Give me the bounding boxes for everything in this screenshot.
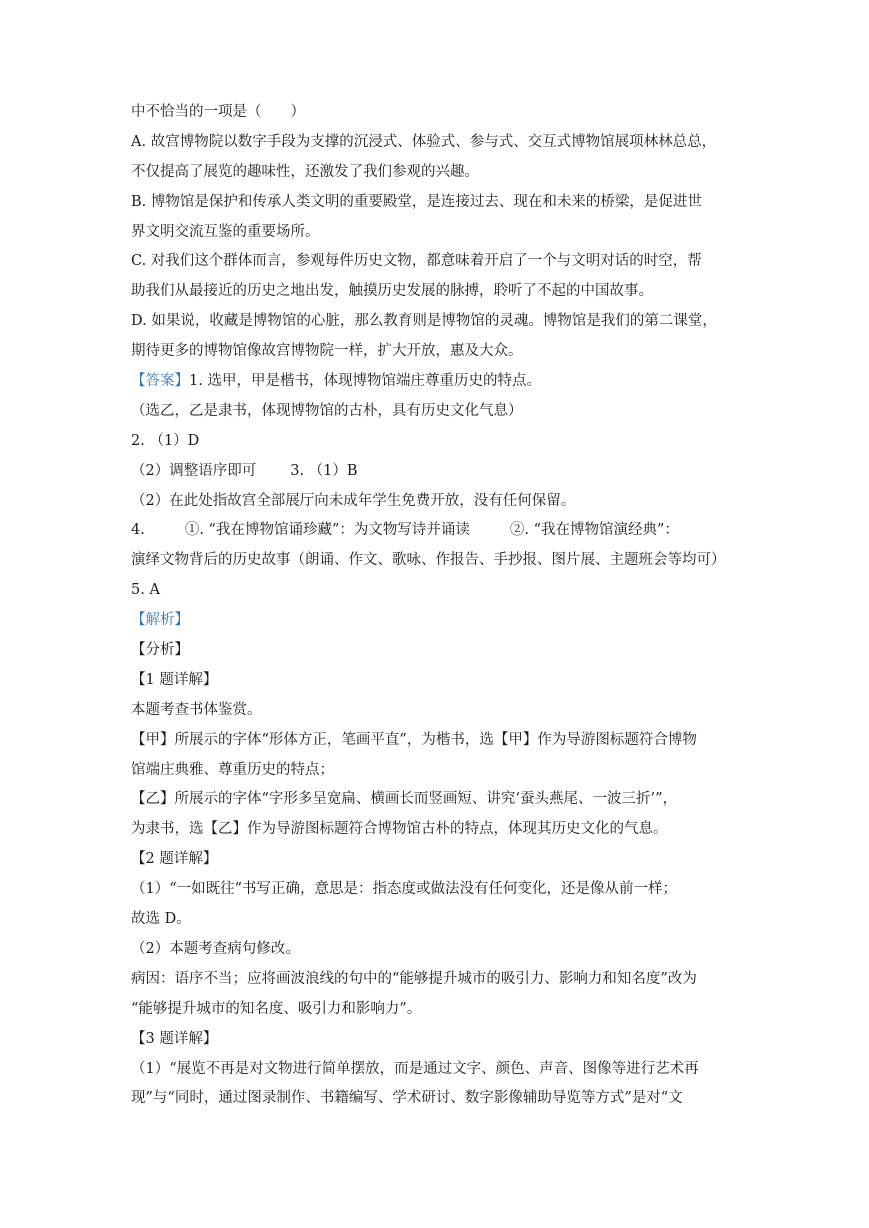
analysis-tag: 【解析】: [131, 612, 189, 629]
answer-5: 5. A: [131, 582, 160, 599]
answer-4-continued: 演绎文物背后的历史故事（朗诵、作文、歌咏、作报告、手抄报、图片展、主题班会等均可）: [131, 552, 726, 569]
option-a-line-1: A. 故宫博物院以数字手段为支撑的沉浸式、体验式、参与式、交互式博物馆展项林林总总，: [131, 133, 717, 150]
answer-3-1: 3. （1）B: [290, 462, 358, 479]
q1-line: 本题考查书体鉴赏。: [131, 701, 262, 718]
answer-1-alt: （选乙，乙是隶书，体现博物馆的古朴，具有历史文化气息）: [131, 402, 523, 419]
option-a-line-2: 不仅提高了展览的趣味性，还激发了我们参观的兴趣。: [131, 163, 479, 180]
answer-tag: 【答案】: [131, 373, 189, 390]
q1-line: 【甲】所展示的字体“形体方正，笔画平直”，为楷书，选【甲】作为导游图标题符合博物: [131, 731, 697, 748]
answer-4-number: 4.: [131, 522, 145, 539]
option-b-line-1: B. 博物馆是保护和传承人类文明的重要殿堂，是连接过去、现在和未来的桥梁，是促进世: [131, 193, 702, 210]
question-stem: 中不恰当的一项是（ ）: [131, 104, 305, 120]
answer-4-line: [131, 516, 743, 546]
q1-detail-title: 【1 题详解】: [131, 671, 218, 688]
q2-detail-title: 【2 题详解】: [131, 851, 218, 868]
answer-1: 1. 选甲，甲是楷书，体现博物馆端庄尊重历史的特点。: [189, 373, 541, 390]
answer-2-2: （2）调整语序即可: [131, 462, 257, 479]
option-d-line-1: D. 如果说，收藏是博物馆的心脏，那么教育则是博物馆的灵魂。博物馆是我们的第二课堂，: [131, 313, 717, 330]
q1-line: 馆端庄典雅、尊重历史的特点；: [131, 761, 334, 778]
q2-line: 故选 D。: [131, 911, 191, 928]
answer-2-3-line: [131, 457, 743, 487]
answer-3-2: （2）在此处指故宫全部展厅向未成年学生免费开放，没有任何保留。: [131, 492, 576, 509]
q3-line: 现”与“同时，通过图录制作、书籍编写、学术研讨、数字影像辅助导览等方式”是对“文: [131, 1090, 683, 1107]
q2-line: （1）“一如既往”书写正确，意思是：指态度或做法没有任何变化，还是像从前一样；: [131, 881, 678, 898]
q3-detail-title: 【3 题详解】: [131, 1030, 218, 1047]
answer-line-1: [131, 367, 743, 397]
q3-line: （1）“展览不再是对文物进行简单摆放，而是通过文字、颜色、声音、图像等进行艺术再: [131, 1060, 699, 1077]
option-c-line-2: 助我们从最接近的历史之地出发，触摸历史发展的脉搏，聆听了不起的中国故事。: [131, 283, 653, 300]
q1-line: 【乙】所展示的字体“字形多呈宽扁、横画长而竖画短、讲究‘蚕头燕尾、一波三折’”，: [131, 791, 678, 808]
document-body: [131, 98, 743, 1114]
q2-line: “能够提升城市的知名度、吸引力和影响力”。: [131, 1000, 422, 1017]
q1-line: 为隶书，选【乙】作为导游图标题符合博物馆古朴的特点，体现其历史文化的气息。: [131, 821, 668, 838]
answer-4-part-1: ①. “我在博物馆诵珍藏”：为文物写诗并诵读: [184, 522, 470, 539]
analysis-heading: 【分析】: [131, 642, 189, 659]
option-b-line-2: 界文明交流互鉴的重要场所。: [131, 223, 320, 240]
q2-line: 病因：语序不当；应将画波浪线的句中的“能够提升城市的吸引力、影响力和知名度”改为: [131, 970, 697, 987]
option-d-line-2: 期待更多的博物馆像故宫博物院一样，扩大开放，惠及大众。: [131, 343, 523, 360]
answer-2-1: 2. （1）D: [131, 432, 200, 449]
q2-line: （2）本题考查病句修改。: [131, 940, 300, 957]
answer-4-part-2: ②. “我在博物馆演经典”：: [509, 522, 679, 539]
option-c-line-1: C. 对我们这个群体而言，参观每件历史文物，都意味着开启了一个与文明对话的时空，帮: [131, 253, 702, 270]
